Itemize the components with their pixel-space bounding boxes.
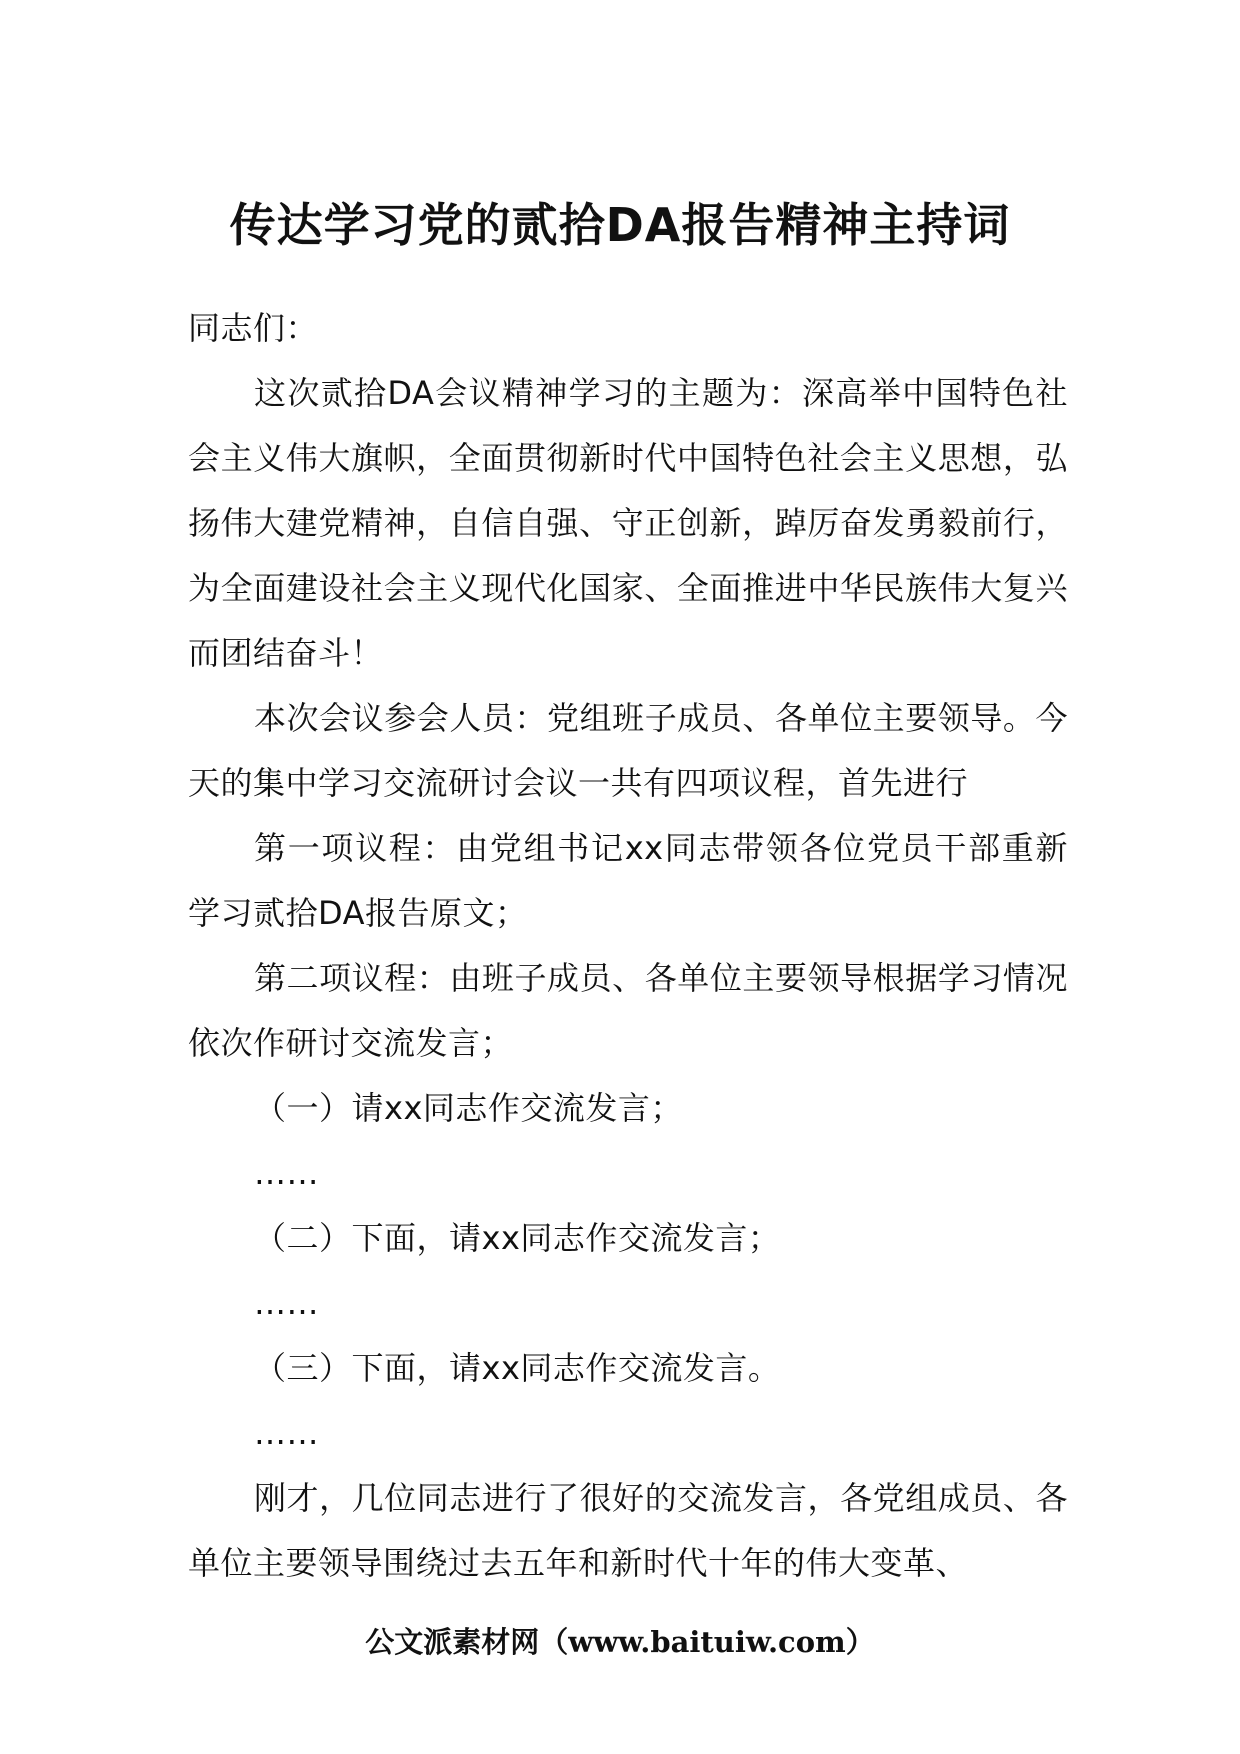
paragraph-speaker-2: （二）下面，请xx同志作交流发言； [254,1219,781,1257]
paragraph-theme: 这次贰拾DA会议精神学习的主题为：深高举中国特色社会主义伟大旗帜，全面贯彻新时代中国特色社会主义思想，弘扬伟大建党精神，自信自强、守正创新，踔厉奋发勇毅前行，为全面建设社会主义现代化国家、全面推进中华民族伟大复兴而团结奋斗！ [188,374,1068,672]
paragraph-salutation: 同志们： [188,309,319,347]
document-title: 传达学习党的贰拾DA报告精神主持词 [229,198,1011,252]
paragraph-ellipsis-1: …… [254,1154,319,1192]
paragraph-ellipsis-2: …… [254,1284,319,1322]
document-body [188,296,1068,1596]
paragraph-attendees: 本次会议参会人员：党组班子成员、各单位主要领导。今天的集中学习交流研讨会议一共有四项议程，首先进行 [188,699,1068,802]
paragraph-agenda-2: 第二项议程：由班子成员、各单位主要领导根据学习情况依次作研讨交流发言； [188,959,1068,1062]
footer-source: 公文派素材网（www.baituiw.com） [365,1625,875,1659]
paragraph-summary: 刚才，几位同志进行了很好的交流发言，各党组成员、各单位主要领导围绕过去五年和新时代十年的伟大变革、 [188,1479,1068,1582]
paragraph-speaker-3: （三）下面，请xx同志作交流发言。 [254,1349,781,1387]
paragraph-ellipsis-3: …… [254,1414,319,1452]
paragraph-speaker-1: （一）请xx同志作交流发言； [254,1089,683,1127]
paragraph-agenda-1: 第一项议程：由党组书记xx同志带领各位党员干部重新学习贰拾DA报告原文； [188,829,1068,932]
